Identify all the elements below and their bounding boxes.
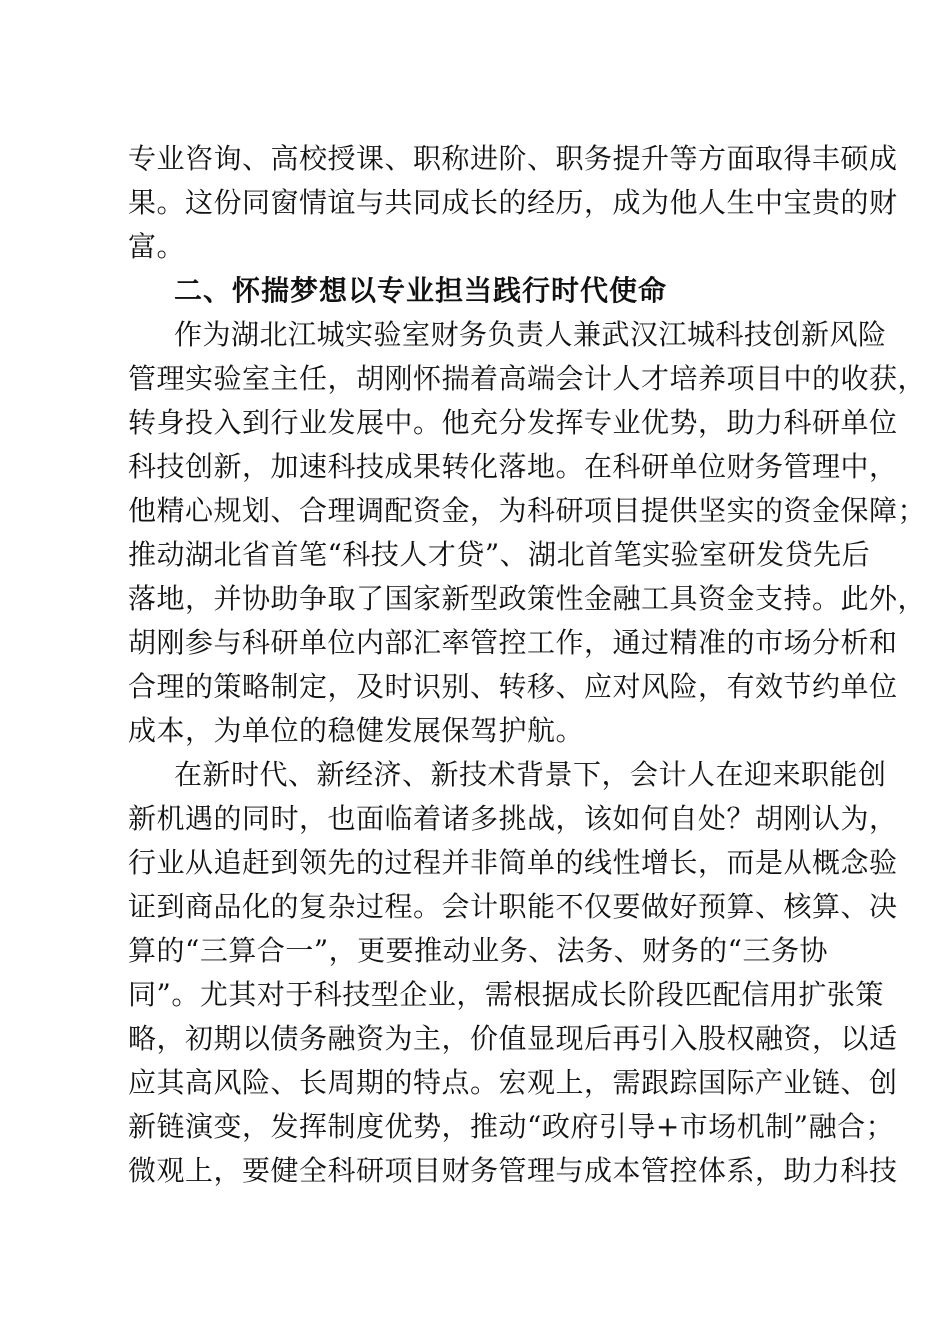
section-heading: 二、怀揣梦想以专业担当践行时代使命 <box>174 274 668 307</box>
document-body <box>128 0 927 1344</box>
text-line: 算的“三算合一”，更要推动业务、法务、财务的“三务协 <box>128 934 828 967</box>
text-line: 行业从追赶到领先的过程并非简单的线性增长，而是从概念验 <box>128 846 898 879</box>
text-line: 专业咨询、高校授课、职称进阶、职务提升等方面取得丰硕成 <box>128 142 898 175</box>
text-line: 同”。尤其对于科技型企业，需根据成长阶段匹配信用扩张策 <box>128 978 884 1011</box>
text-line: 在新时代、新经济、新技术背景下，会计人在迎来职能创 <box>174 758 887 791</box>
text-line: 科技创新，加速科技成果转化落地。在科研单位财务管理中， <box>128 450 898 483</box>
text-line: 成本，为单位的稳健发展保驾护航。 <box>128 714 585 747</box>
text-line: 作为湖北江城实验室财务负责人兼武汉江城科技创新风险 <box>174 318 887 351</box>
text-line: 略，初期以债务融资为主，价值显现后再引入股权融资，以适 <box>128 1022 898 1055</box>
text-line: 新机遇的同时，也面临着诸多挑战，该如何自处？胡刚认为， <box>128 802 898 835</box>
text-line: 证到商品化的复杂过程。会计职能不仅要做好预算、核算、决 <box>128 890 898 923</box>
text-line: 转身投入到行业发展中。他充分发挥专业优势，助力科研单位 <box>128 406 898 439</box>
text-line: 新链演变，发挥制度优势，推动“政府引导+市场机制”融合； <box>128 1110 895 1143</box>
text-line: 合理的策略制定，及时识别、转移、应对风险，有效节约单位 <box>128 670 898 703</box>
text-line: 微观上，要健全科研项目财务管理与成本管控体系，助力科技 <box>128 1154 898 1187</box>
text-line: 果。这份同窗情谊与共同成长的经历，成为他人生中宝贵的财 <box>128 186 898 219</box>
text-line: 管理实验室主任，胡刚怀揣着高端会计人才培养项目中的收获， <box>128 362 927 395</box>
text-line: 富。 <box>128 230 186 263</box>
text-line: 推动湖北省首笔“科技人才贷”、湖北首笔实验室研发贷先后 <box>128 538 871 571</box>
text-line: 落地，并协助争取了国家新型政策性金融工具资金支持。此外， <box>128 582 927 615</box>
text-line: 应其高风险、长周期的特点。宏观上，需跟踪国际产业链、创 <box>128 1066 898 1099</box>
text-line: 胡刚参与科研单位内部汇率管控工作，通过精准的市场分析和 <box>128 626 898 659</box>
text-line: 他精心规划、合理调配资金，为科研项目提供坚实的资金保障； <box>128 494 927 527</box>
